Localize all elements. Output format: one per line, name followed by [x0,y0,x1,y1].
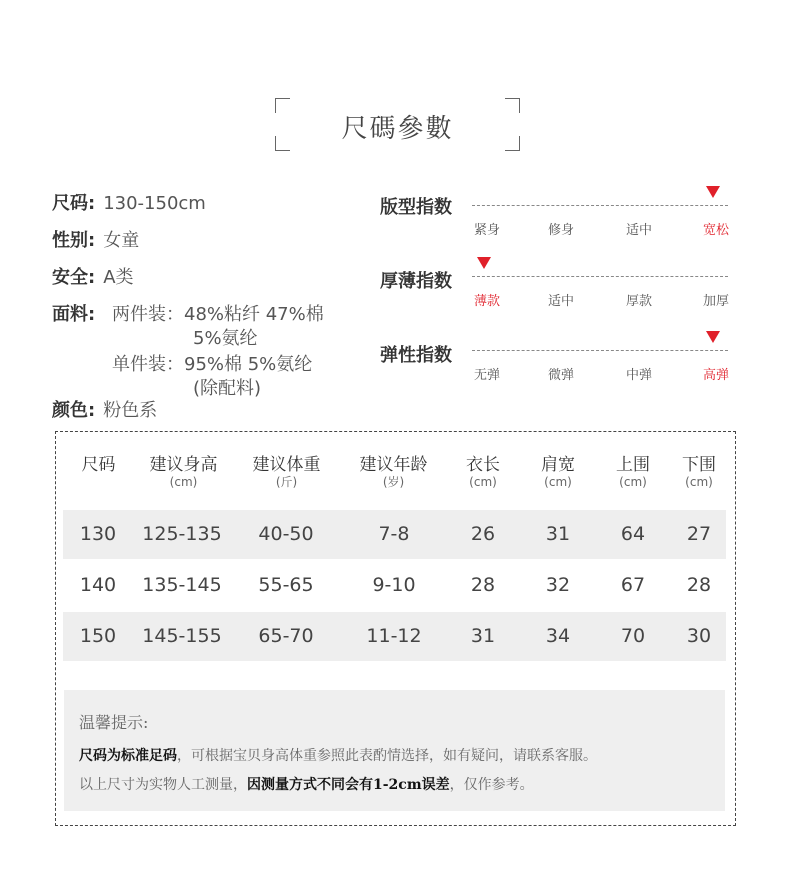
tips-line-1-rest: ，可根据宝贝身高体重参照此表酌情选择，如有疑问，请联系客服。 [177,748,597,764]
table-cell: 31 [545,523,571,545]
attr-safety-value: A类 [103,267,134,288]
tips-line-2-a: 以上尺寸为实物人工测量， [79,777,247,793]
table-cell: 55-65 [258,574,314,596]
table-header [346,455,441,489]
table-cell: 130 [79,523,117,545]
attr-size-value: 130-150cm [103,193,206,214]
attr-color-value: 粉色系 [103,400,158,421]
table-cell: 70 [620,625,646,647]
table-cell: 67 [620,574,646,596]
table-cell: 31 [470,625,496,647]
table-header-label: 衣长 [466,455,500,475]
index-thickness-tick-selected: 薄款 [473,294,500,309]
attr-color [52,399,157,423]
attr-gender-value: 女童 [103,230,140,251]
table-header-label: 建议身高 [149,455,218,475]
table-header-unit: (cm) [619,475,647,489]
attr-safety [52,266,134,290]
fabric-line-3: 单件装：95%棉 5%氨纶 [112,354,313,375]
table-cell: 7-8 [378,523,410,545]
table-cell: 135-145 [142,574,222,596]
table-header-label: 建议体重 [252,455,321,475]
table-cell: 27 [686,523,712,545]
table-cell: 9-10 [372,574,416,596]
attr-size [52,192,206,216]
index-thickness-tick: 适中 [547,294,574,309]
tips-line-1 [79,745,597,765]
table-header-unit: (cm) [685,475,713,489]
tips-title: 温馨提示: [79,713,149,732]
index-fit-tick: 适中 [625,223,652,238]
table-cell: 150 [79,625,117,647]
table-cell: 40-50 [258,523,314,545]
table-cell: 125-135 [142,523,222,545]
table-cell: 28 [686,574,712,596]
index-thickness-label: 厚薄指数 [380,271,452,292]
index-elasticity-tick: 无弹 [473,368,500,383]
index-fit-tick: 紧身 [473,223,500,238]
table-cell: 26 [470,523,496,545]
attr-fabric-key: 面料: [52,304,96,325]
attr-color-key: 颜色: [52,400,96,421]
table-header-label: 下围 [682,455,716,475]
page-title: 尺碼參數 [341,114,454,144]
tips-panel [64,690,725,811]
table-header-unit: (cm) [469,475,497,489]
table-header-label: 上围 [616,455,650,475]
tips-line-2-bold: 因测量方式不同会有1-2cm误差 [247,777,450,793]
table-header [528,455,588,489]
table-cell: 34 [545,625,571,647]
attr-size-key: 尺码: [52,193,96,214]
table-header-unit: (cm) [169,475,198,489]
fabric-line-4: (除配料) [193,378,262,399]
tips-line-2 [79,774,534,794]
fabric-line-1: 两件装：48%粘纤 47%棉 [112,304,324,325]
table-header-unit: (岁) [382,475,405,489]
table-header-unit: (斤) [275,475,298,489]
table-cell: 30 [686,625,712,647]
tips-line-1-bold: 尺码为标准足码 [79,748,177,764]
index-thickness-tick: 加厚 [702,294,729,309]
table-header-label: 尺码 [81,455,116,475]
table-cell: 28 [470,574,496,596]
table-header [669,455,729,489]
size-table [55,431,736,826]
index-thickness-marker-icon [477,257,491,269]
index-thickness-line [472,276,728,277]
index-fit-tick: 修身 [547,223,574,238]
table-cell: 140 [79,574,117,596]
table-cell: 64 [620,523,646,545]
table-header-unit: (cm) [544,475,572,489]
fabric-line-2: 5%氨纶 [193,328,258,349]
attr-gender-key: 性别: [52,230,96,251]
title-frame [275,98,520,151]
index-elasticity-marker-icon [706,331,720,343]
index-fit-marker-icon [706,186,720,198]
index-thickness-tick: 厚款 [625,294,652,309]
table-cell: 11-12 [366,625,422,647]
index-elasticity-tick: 微弹 [547,368,574,383]
table-cell: 145-155 [142,625,222,647]
table-header [453,455,513,489]
table-header-label: 建议年龄 [359,455,428,475]
attr-gender [52,229,139,253]
table-header [56,455,141,475]
index-elasticity-tick-selected: 高弹 [702,368,729,383]
tips-line-2-c: ，仅作参考。 [449,777,534,793]
table-cell: 32 [545,574,571,596]
index-elasticity-tick: 中弹 [625,368,652,383]
attr-safety-key: 安全: [52,267,96,288]
attr-fabric [52,303,95,327]
table-header [603,455,663,489]
table-cell: 65-70 [258,625,314,647]
index-fit-line [472,205,728,206]
table-header [239,455,334,489]
index-fit-tick-selected: 宽松 [702,223,729,238]
index-elasticity-label: 弹性指数 [380,345,452,366]
table-header [136,455,231,489]
index-fit-label: 版型指数 [380,197,452,218]
index-elasticity-line [472,350,728,351]
table-header-label: 肩宽 [541,455,575,475]
